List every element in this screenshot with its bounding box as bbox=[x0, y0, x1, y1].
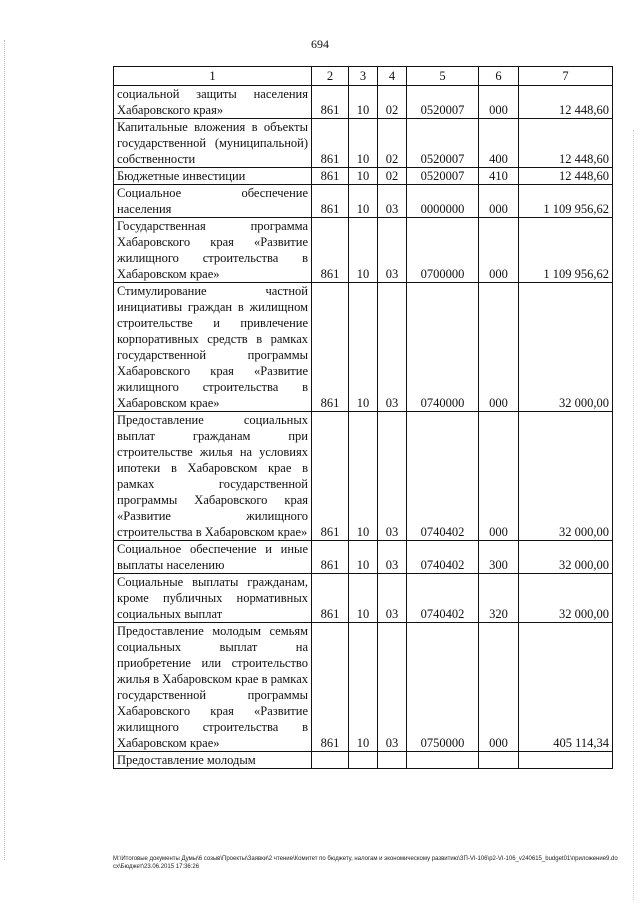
row-description: Стимулирование частной инициативы граждан в жилищном строительстве и привлечение корпоративных средств в рамках государственной программы Хабаровского края «Развитие жилищного строительства в Хабаровском крае» bbox=[114, 283, 312, 412]
cell-subsection bbox=[378, 752, 407, 769]
cell-expense-type: 400 bbox=[479, 119, 519, 168]
cell-subsection: 03 bbox=[378, 283, 407, 412]
cell-ministry-code bbox=[312, 752, 349, 769]
scan-right-edge bbox=[633, 130, 634, 900]
table-row bbox=[114, 119, 613, 168]
row-description: Предоставление молодым семьям социальных выплат на приобретение или строительство жилья в Хабаровском крае в рамках государственной программы Хабаровского края «Развитие жилищного строительства в Хабаровском крае» bbox=[114, 623, 312, 752]
cell-section: 10 bbox=[349, 574, 378, 623]
cell-amount: 12 448,60 bbox=[519, 119, 613, 168]
column-header: 7 bbox=[519, 67, 613, 86]
cell-amount: 1 109 956,62 bbox=[519, 185, 613, 218]
row-description: Бюджетные инвестиции bbox=[114, 168, 312, 185]
cell-target-article: 0000000 bbox=[407, 185, 479, 218]
cell-expense-type: 410 bbox=[479, 168, 519, 185]
cell-section: 10 bbox=[349, 218, 378, 283]
row-description: Предоставление молодым bbox=[114, 752, 312, 769]
cell-target-article: 0740402 bbox=[407, 574, 479, 623]
table-header-row bbox=[114, 67, 613, 86]
cell-subsection: 02 bbox=[378, 168, 407, 185]
cell-expense-type: 000 bbox=[479, 218, 519, 283]
row-description: Социальные выплаты гражданам, кроме публичных нормативных социальных выплат bbox=[114, 574, 312, 623]
table-row bbox=[114, 412, 613, 541]
cell-subsection: 03 bbox=[378, 623, 407, 752]
cell-amount: 12 448,60 bbox=[519, 86, 613, 119]
cell-amount bbox=[519, 752, 613, 769]
cell-amount: 32 000,00 bbox=[519, 283, 613, 412]
cell-subsection: 02 bbox=[378, 86, 407, 119]
cell-section bbox=[349, 752, 378, 769]
cell-target-article: 0740402 bbox=[407, 412, 479, 541]
column-header: 1 bbox=[114, 67, 312, 86]
cell-amount: 405 114,34 bbox=[519, 623, 613, 752]
cell-subsection: 03 bbox=[378, 412, 407, 541]
scan-left-edge bbox=[4, 40, 5, 860]
cell-amount: 1 109 956,62 bbox=[519, 218, 613, 283]
cell-subsection: 03 bbox=[378, 185, 407, 218]
budget-table bbox=[113, 66, 613, 769]
column-header: 3 bbox=[349, 67, 378, 86]
cell-expense-type: 300 bbox=[479, 541, 519, 574]
column-header: 4 bbox=[378, 67, 407, 86]
cell-ministry-code: 861 bbox=[312, 185, 349, 218]
row-description: Капитальные вложения в объекты государственной (муниципальной) собственности bbox=[114, 119, 312, 168]
cell-amount: 32 000,00 bbox=[519, 541, 613, 574]
table-row bbox=[114, 283, 613, 412]
table-row bbox=[114, 185, 613, 218]
column-header: 6 bbox=[479, 67, 519, 86]
cell-ministry-code: 861 bbox=[312, 623, 349, 752]
cell-expense-type bbox=[479, 752, 519, 769]
row-description: Социальное обеспечение населения bbox=[114, 185, 312, 218]
cell-section: 10 bbox=[349, 623, 378, 752]
column-header: 5 bbox=[407, 67, 479, 86]
cell-ministry-code: 861 bbox=[312, 218, 349, 283]
cell-amount: 32 000,00 bbox=[519, 574, 613, 623]
cell-section: 10 bbox=[349, 412, 378, 541]
cell-target-article: 0520007 bbox=[407, 86, 479, 119]
cell-target-article: 0750000 bbox=[407, 623, 479, 752]
cell-amount: 32 000,00 bbox=[519, 412, 613, 541]
cell-ministry-code: 861 bbox=[312, 86, 349, 119]
cell-subsection: 03 bbox=[378, 218, 407, 283]
table-row bbox=[114, 752, 613, 769]
table-row bbox=[114, 623, 613, 752]
cell-subsection: 03 bbox=[378, 541, 407, 574]
cell-target-article bbox=[407, 752, 479, 769]
row-description: социальной защиты населения Хабаровского края» bbox=[114, 86, 312, 119]
cell-expense-type: 000 bbox=[479, 86, 519, 119]
cell-section: 10 bbox=[349, 185, 378, 218]
table-row bbox=[114, 168, 613, 185]
cell-subsection: 02 bbox=[378, 119, 407, 168]
cell-target-article: 0740402 bbox=[407, 541, 479, 574]
cell-section: 10 bbox=[349, 168, 378, 185]
cell-section: 10 bbox=[349, 541, 378, 574]
row-description: Государственная программа Хабаровского края «Развитие жилищного строительства в Хабаровском крае» bbox=[114, 218, 312, 283]
table-row bbox=[114, 541, 613, 574]
cell-expense-type: 320 bbox=[479, 574, 519, 623]
cell-section: 10 bbox=[349, 86, 378, 119]
cell-target-article: 0520007 bbox=[407, 119, 479, 168]
cell-ministry-code: 861 bbox=[312, 574, 349, 623]
cell-ministry-code: 861 bbox=[312, 119, 349, 168]
cell-ministry-code: 861 bbox=[312, 541, 349, 574]
cell-section: 10 bbox=[349, 283, 378, 412]
document-path-footer: M:\Итоговые документы Думы\6 созыв\Проекты\Заявки\2 чтение\Комитет по бюджету, налогам и экономическому развитию\ЗП-VI-106\p2-VI-106_v240615_budget01\приложение9.docx\Бюджет\23.06.2015 17:36:26 bbox=[113, 856, 618, 870]
page-number: 694 bbox=[311, 37, 329, 51]
table-row bbox=[114, 86, 613, 119]
cell-target-article: 0740000 bbox=[407, 283, 479, 412]
cell-amount: 12 448,60 bbox=[519, 168, 613, 185]
cell-target-article: 0700000 bbox=[407, 218, 479, 283]
cell-ministry-code: 861 bbox=[312, 283, 349, 412]
cell-expense-type: 000 bbox=[479, 623, 519, 752]
row-description: Предоставление социальных выплат гражданам при строительстве жилья на условиях ипотеки в Хабаровском крае в рамках государственной программы Хабаровского края «Развитие жилищного строительства в Хабаровском крае» bbox=[114, 412, 312, 541]
row-description: Социальное обеспечение и иные выплаты населению bbox=[114, 541, 312, 574]
cell-ministry-code: 861 bbox=[312, 412, 349, 541]
cell-section: 10 bbox=[349, 119, 378, 168]
table-row bbox=[114, 574, 613, 623]
column-header: 2 bbox=[312, 67, 349, 86]
table-row bbox=[114, 218, 613, 283]
cell-subsection: 03 bbox=[378, 574, 407, 623]
cell-expense-type: 000 bbox=[479, 412, 519, 541]
cell-expense-type: 000 bbox=[479, 283, 519, 412]
cell-ministry-code: 861 bbox=[312, 168, 349, 185]
cell-target-article: 0520007 bbox=[407, 168, 479, 185]
cell-expense-type: 000 bbox=[479, 185, 519, 218]
